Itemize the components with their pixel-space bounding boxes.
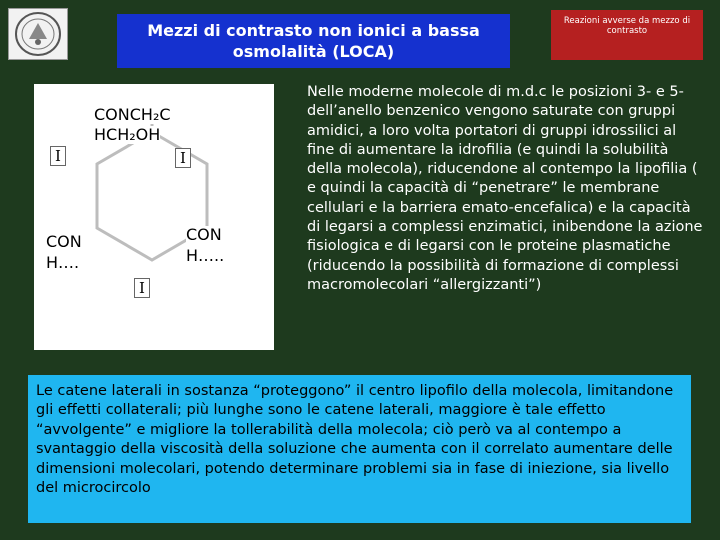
university-seal-logo (8, 8, 68, 60)
slide-title-line1: Mezzi di contrasto non ionici a bassa (147, 21, 480, 40)
slide-title (117, 14, 510, 68)
reference-line2: contrasto (606, 26, 648, 36)
bottom-paragraph: Le catene laterali in sostanza “proteggono” il centro lipofilo della molecola, limitandone gli effetti collaterali; più lunghe sono le catene laterali, maggiore è tale effetto “avvolgente” e migliore la tollerabilità della molecola; ciò però va al contempo a svantaggio della viscosità della soluzione che aumenta con il correlato aumentare delle dimensioni molecolari, potendo determinare problemi sia in fase di iniezione, sia livello del microcircolo (36, 383, 674, 497)
iodine-top-left: I (50, 146, 66, 166)
top-side-chain-line1: CONCH₂C (94, 105, 171, 124)
bottom-note-box (28, 375, 691, 523)
left-side-chain-line1: CON (46, 232, 82, 251)
seal-icon (9, 9, 67, 59)
molecule-structure-diagram (34, 84, 274, 350)
slide-title-line2: osmolalità (LOCA) (232, 42, 395, 61)
iodine-bottom: I (134, 278, 150, 298)
left-side-chain-line2: H…. (46, 253, 80, 272)
top-side-chain-line2: HCH₂OH (94, 125, 161, 144)
right-side-chain-line2: H….. (186, 246, 225, 265)
main-paragraph: Nelle moderne molecole di m.d.c le posizioni 3- e 5- dell’anello benzenico vengono saturate con gruppi amidici, a loro volta portatori di gruppi idrossilici al fine di aumentare la idrofilia (e quindi la solubilità della molecola), riducendone al contempo la lipofilia ( e quindi la capacità di “penetrare” le membrane cellulari e la barriera emato-encefalica) e la capacità di legarsi a complessi enzimatici, inibendone la azione fisiologica e di legarsi con le proteine plasmatiche (riducendo la possibilità di formazione di complessi macromolecolari “allergizzanti”) (307, 84, 703, 293)
reference-box (551, 10, 703, 60)
right-side-chain-line1: CON (186, 225, 222, 244)
reference-line1: Reazioni avverse da mezzo di (563, 16, 691, 26)
iodine-top-right: I (175, 148, 191, 168)
